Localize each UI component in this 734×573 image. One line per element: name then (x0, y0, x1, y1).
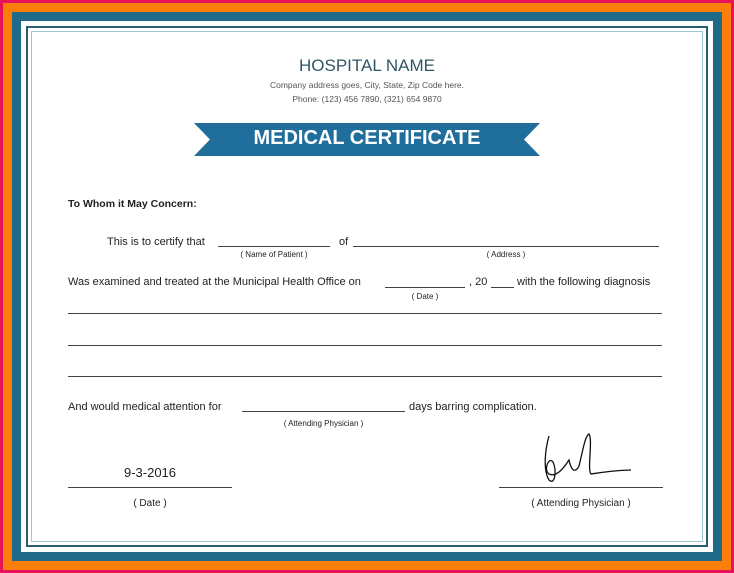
patient-name-line[interactable] (218, 246, 330, 247)
diagnosis-line-2[interactable] (68, 345, 662, 346)
footer-date-label: ( Date ) (133, 498, 167, 509)
footer-date-line (68, 487, 232, 488)
of-text: of (339, 236, 349, 248)
year-line[interactable] (491, 287, 514, 288)
exam-date-line[interactable] (385, 287, 465, 288)
certify-text: This is to certify that (107, 236, 205, 248)
date-value: 9-3-2016 (123, 465, 177, 480)
diagnosis-line-3[interactable] (68, 376, 662, 377)
hospital-phone: Phone: (123) 456 7890, (321) 654 9870 (292, 94, 442, 104)
barring-text: days barring complication. (409, 401, 537, 413)
attending-physician-caption: ( Attending Physician ) (283, 419, 364, 428)
footer-physician-label: ( Attending Physician ) (531, 498, 631, 509)
hospital-address: Company address goes, City, State, Zip Code here. (269, 80, 465, 90)
patient-name-caption: ( Name of Patient ) (240, 250, 308, 259)
address-caption: ( Address ) (486, 250, 526, 259)
attention-days-line[interactable] (242, 411, 405, 412)
certificate-title: MEDICAL CERTIFICATE (253, 127, 481, 149)
examined-text: Was examined and treated at the Municipal Health Office on (68, 276, 361, 288)
year-prefix: , 20 (469, 276, 488, 288)
salutation: To Whom it May Concern: (68, 198, 197, 210)
attention-text: And would medical attention for (68, 401, 222, 413)
physician-signature (535, 430, 635, 490)
address-line[interactable] (353, 246, 659, 247)
hospital-name: HOSPITAL NAME (298, 56, 436, 75)
footer-physician-line (499, 487, 663, 488)
exam-date-caption: ( Date ) (411, 292, 439, 301)
diagnosis-text: with the following diagnosis (517, 276, 651, 288)
diagnosis-line-1[interactable] (68, 313, 662, 314)
